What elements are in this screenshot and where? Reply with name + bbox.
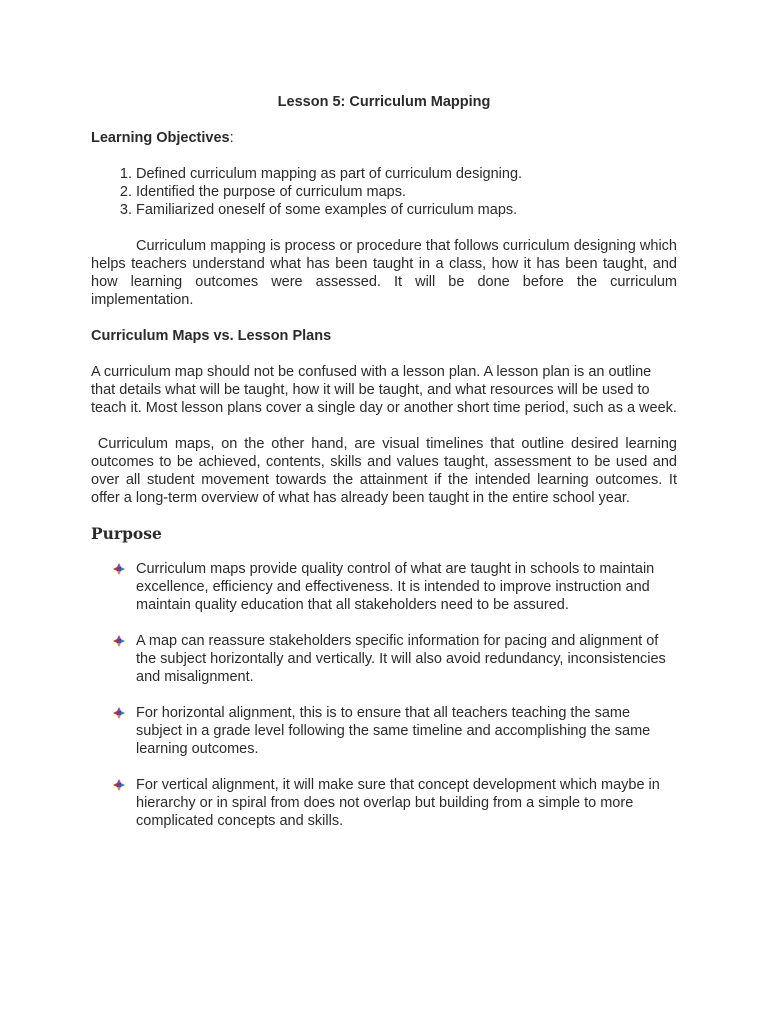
four-arrow-bullet-icon xyxy=(112,706,126,720)
objectives-list xyxy=(91,165,677,219)
four-arrow-bullet-icon xyxy=(112,778,126,792)
objectives-heading-colon: : xyxy=(229,130,234,146)
intro-paragraph: Curriculum mapping is process or procedure that follows curriculum designing which helps teachers understand what has been taught in a class, how it has been taught, and how learning outcomes were assessed. It will be done before the curriculum implementation. xyxy=(91,238,677,308)
page-title: Lesson 5: Curriculum Mapping xyxy=(277,94,491,110)
purpose-item xyxy=(91,560,677,614)
four-arrow-bullet-icon xyxy=(112,562,126,576)
purpose-item-text: For vertical alignment, it will make sure that concept development which maybe in hierarchy or in spiral from does not overlap but building from a simple to more complicated concepts and skills. xyxy=(136,777,660,829)
purpose-item xyxy=(91,776,677,830)
objectives-heading xyxy=(91,129,677,147)
lesson-plan-paragraph: A curriculum map should not be confused with a lesson plan. A lesson plan is an outline that details what will be taught, how it will be taught, and what resources will be used to teach it. Most lesson plans cover a single day or another short time period, such as a week. xyxy=(91,364,677,416)
purpose-item-text: A map can reassure stakeholders specific information for pacing and alignment of the subject horizontally and vertically. It will also avoid redundancy, inconsistencies and misalignment. xyxy=(136,633,666,685)
maps-vs-plans-heading: Curriculum Maps vs. Lesson Plans xyxy=(91,328,332,344)
purpose-item xyxy=(91,704,677,758)
curriculum-maps-paragraph: Curriculum maps, on the other hand, are visual timelines that outline desired learning outcomes to be achieved, contents, skills and values taught, assessment to be used and over all student movement towards the attainment if the intended learning outcomes. It offer a long-term overview of what has already been taught in the entire school year. xyxy=(91,436,682,506)
purpose-heading: Purpose xyxy=(91,524,162,543)
four-arrow-bullet-icon xyxy=(112,634,126,648)
objectives-heading-label: Learning Objectives xyxy=(91,130,230,146)
objective-item: 1. Defined curriculum mapping as part of curriculum designing. xyxy=(136,165,677,183)
purpose-list xyxy=(91,560,677,830)
objective-item: 3. Familiarized oneself of some examples of curriculum maps. xyxy=(136,201,677,219)
document-content xyxy=(91,93,682,848)
purpose-item-text: For horizontal alignment, this is to ensure that all teachers teaching the same subject in a grade level following the same timeline and accomplishing the same learning outcomes. xyxy=(136,705,651,757)
purpose-item xyxy=(91,632,677,686)
objective-item: 2. Identified the purpose of curriculum maps. xyxy=(136,183,677,201)
purpose-item-text: Curriculum maps provide quality control of what are taught in schools to maintain excellence, efficiency and effectiveness. It is intended to improve instruction and maintain quality education that all stakeholders need to be assured. xyxy=(136,561,655,613)
